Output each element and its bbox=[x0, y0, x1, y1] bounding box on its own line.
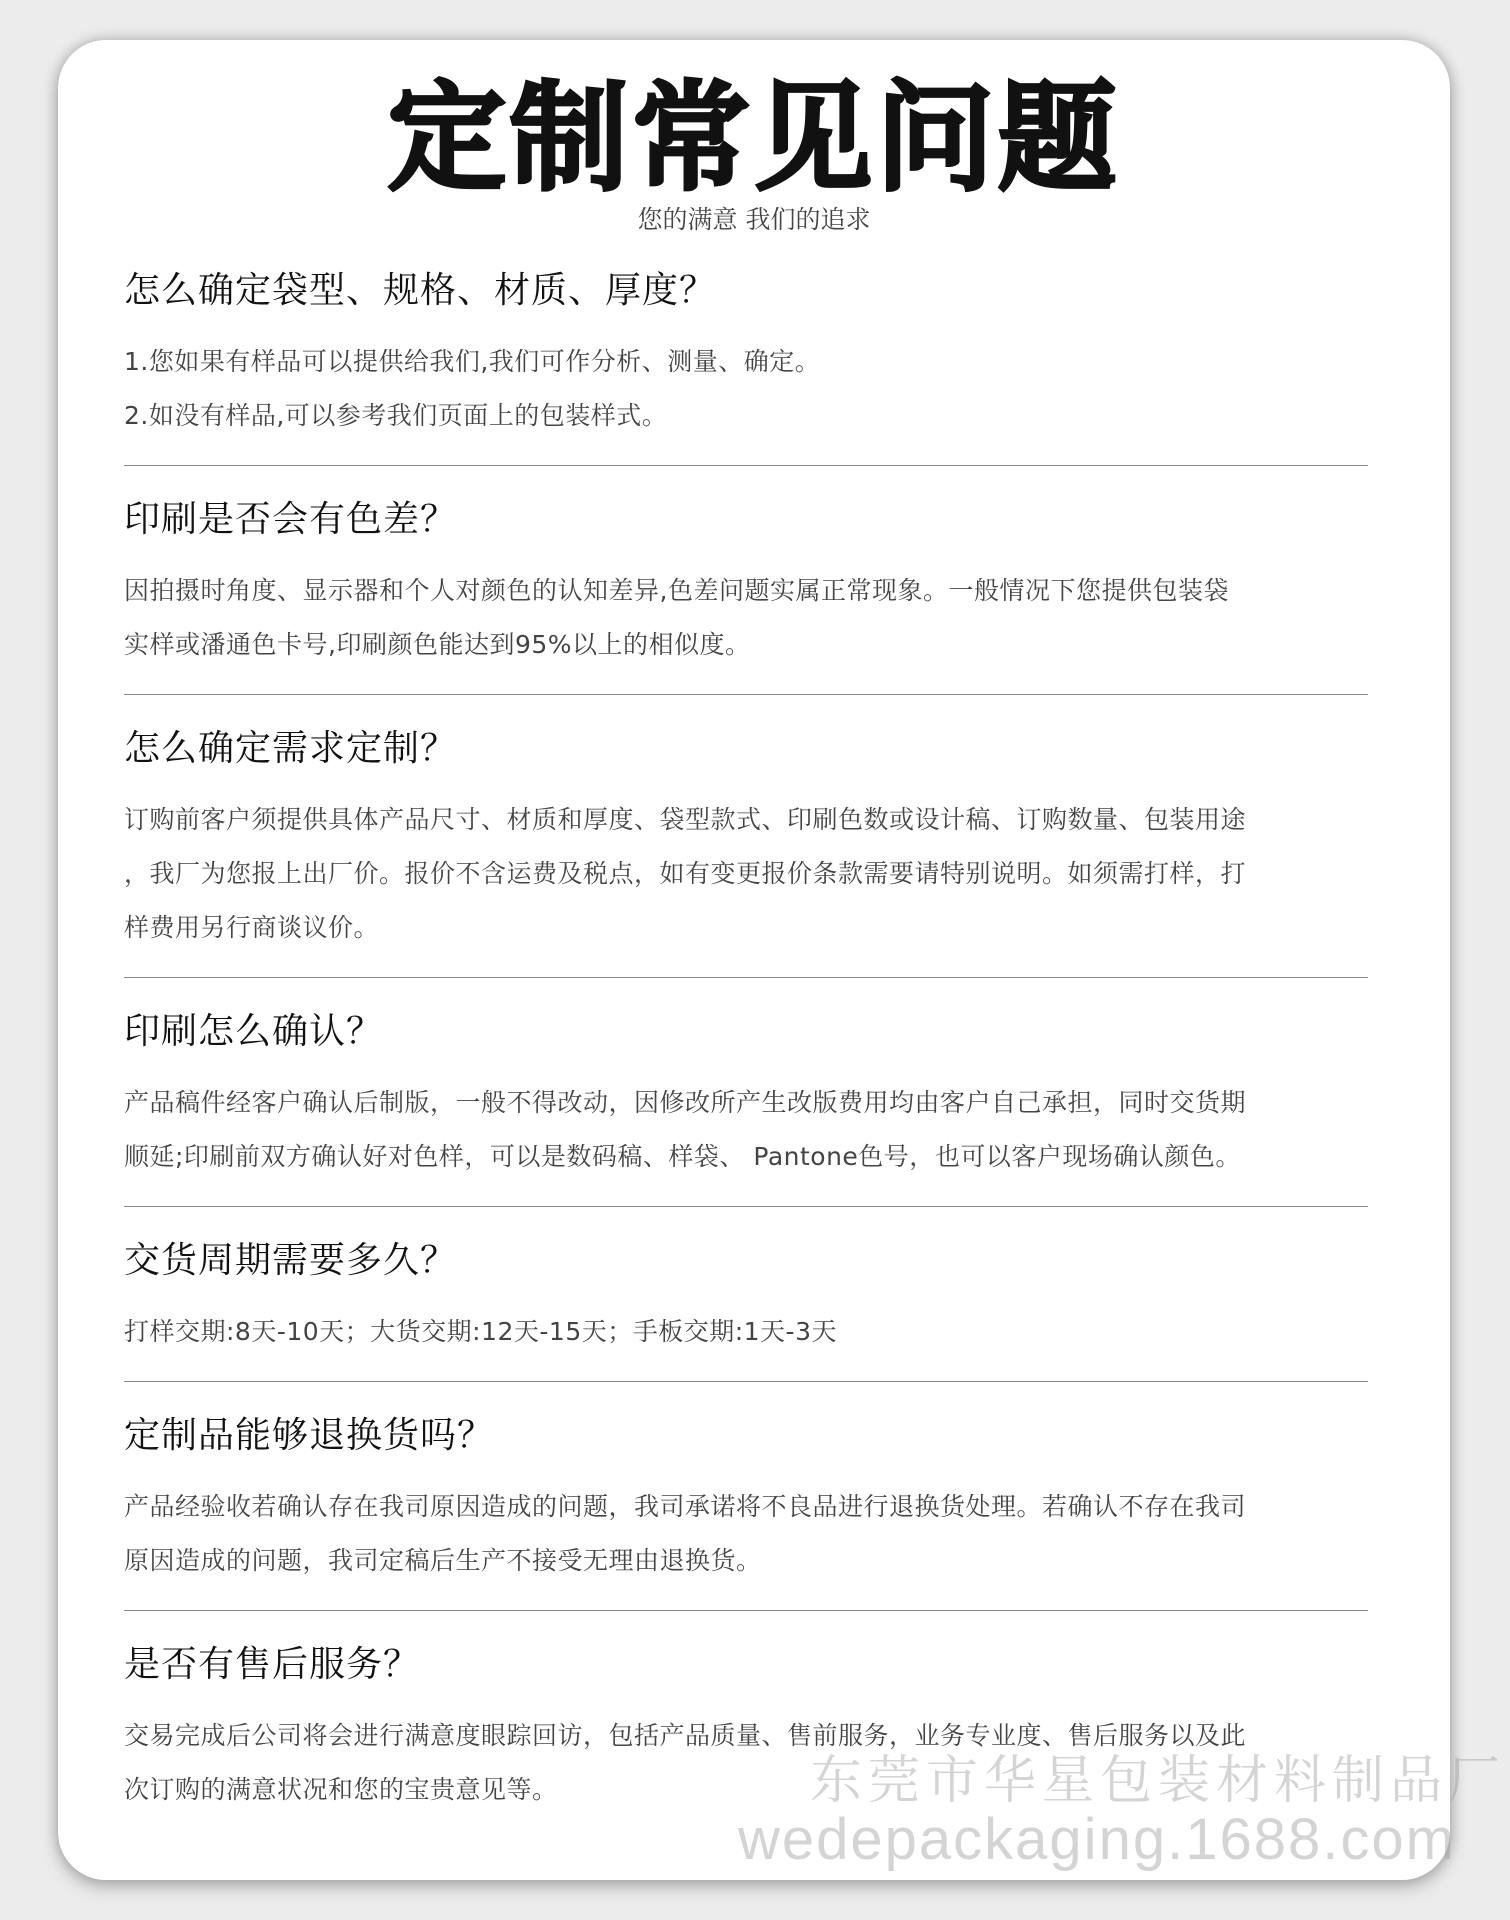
faq-question: 印刷是否会有色差？ bbox=[124, 499, 458, 540]
faq-item bbox=[124, 1639, 1368, 1839]
faq-question: 定制品能够退换货吗？ bbox=[124, 1415, 495, 1456]
faq-answer-line: 2.如没有样品,可以参考我们页面上的包装样式。 bbox=[124, 401, 668, 430]
faq-question: 印刷怎么确认？ bbox=[124, 1011, 384, 1052]
faq-answer-line: 1.您如果有样品可以提供给我们,我们可作分析、测量、确定。 bbox=[124, 347, 821, 376]
faq-answer-line: 产品稿件经客户确认后制版，一般不得改动，因修改所产生改版费用均由客户自己承担，同时交货期 bbox=[124, 1088, 1247, 1117]
faq-question: 怎么确定袋型、规格、材质、厚度？ bbox=[124, 270, 717, 311]
faq-item bbox=[124, 1235, 1368, 1382]
faq-list bbox=[124, 265, 1368, 1839]
page-title: 定制常见问题 bbox=[387, 69, 1120, 207]
watermark-url: wedepackaging.1688.com bbox=[738, 1807, 1456, 1872]
faq-answer-line: 实样或潘通色卡号,印刷颜色能达到95%以上的相似度。 bbox=[124, 630, 751, 659]
faq-card bbox=[58, 40, 1450, 1880]
faq-question: 怎么确定需求定制？ bbox=[124, 728, 458, 769]
faq-answer-line: ，我厂为您报上出厂价。报价不含运费及税点，如有变更报价条款需要请特别说明。如须需打样，打 bbox=[124, 859, 1247, 888]
faq-answer-line: 产品经验收若确认存在我司原因造成的问题，我司承诺将不良品进行退换货处理。若确认不存在我司 bbox=[124, 1492, 1247, 1521]
faq-answer-line: 交易完成后公司将会进行满意度眼踪回访，包括产品质量、售前服务，业务专业度、售后服务以及此 bbox=[124, 1721, 1247, 1750]
page-subtitle: 您的满意 我们的追求 bbox=[637, 205, 871, 234]
faq-answer-line: 次订购的满意状况和您的宝贵意见等。 bbox=[124, 1775, 558, 1804]
faq-item bbox=[124, 1006, 1368, 1207]
faq-answer-line: 因拍摄时角度、显示器和个人对颜色的认知差异,色差问题实属正常现象。一般情况下您提供包装袋 bbox=[124, 576, 1229, 605]
faq-item bbox=[124, 265, 1368, 466]
faq-answer-line: 打样交期:8天-10天；大货交期:12天-15天；手板交期:1天-3天 bbox=[124, 1317, 837, 1346]
watermark-company: 东莞市华星包装材料制品厂 bbox=[810, 1752, 1507, 1810]
faq-item bbox=[124, 494, 1368, 695]
faq-question: 是否有售后服务？ bbox=[124, 1644, 421, 1685]
faq-answer-line: 订购前客户须提供具体产品尺寸、材质和厚度、袋型款式、印刷色数或设计稿、订购数量、包装用途 bbox=[124, 805, 1247, 834]
faq-answer-line: 顺延;印刷前双方确认好对色样，可以是数码稿、样袋、 Pantone色号，也可以客户现场确认颜色。 bbox=[124, 1142, 1241, 1171]
faq-item bbox=[124, 723, 1368, 978]
faq-question: 交货周期需要多久？ bbox=[124, 1240, 458, 1281]
faq-answer-line: 样费用另行商谈议价。 bbox=[124, 913, 380, 942]
faq-answer-line: 原因造成的问题，我司定稿后生产不接受无理由退换货。 bbox=[124, 1546, 762, 1575]
faq-item bbox=[124, 1410, 1368, 1611]
